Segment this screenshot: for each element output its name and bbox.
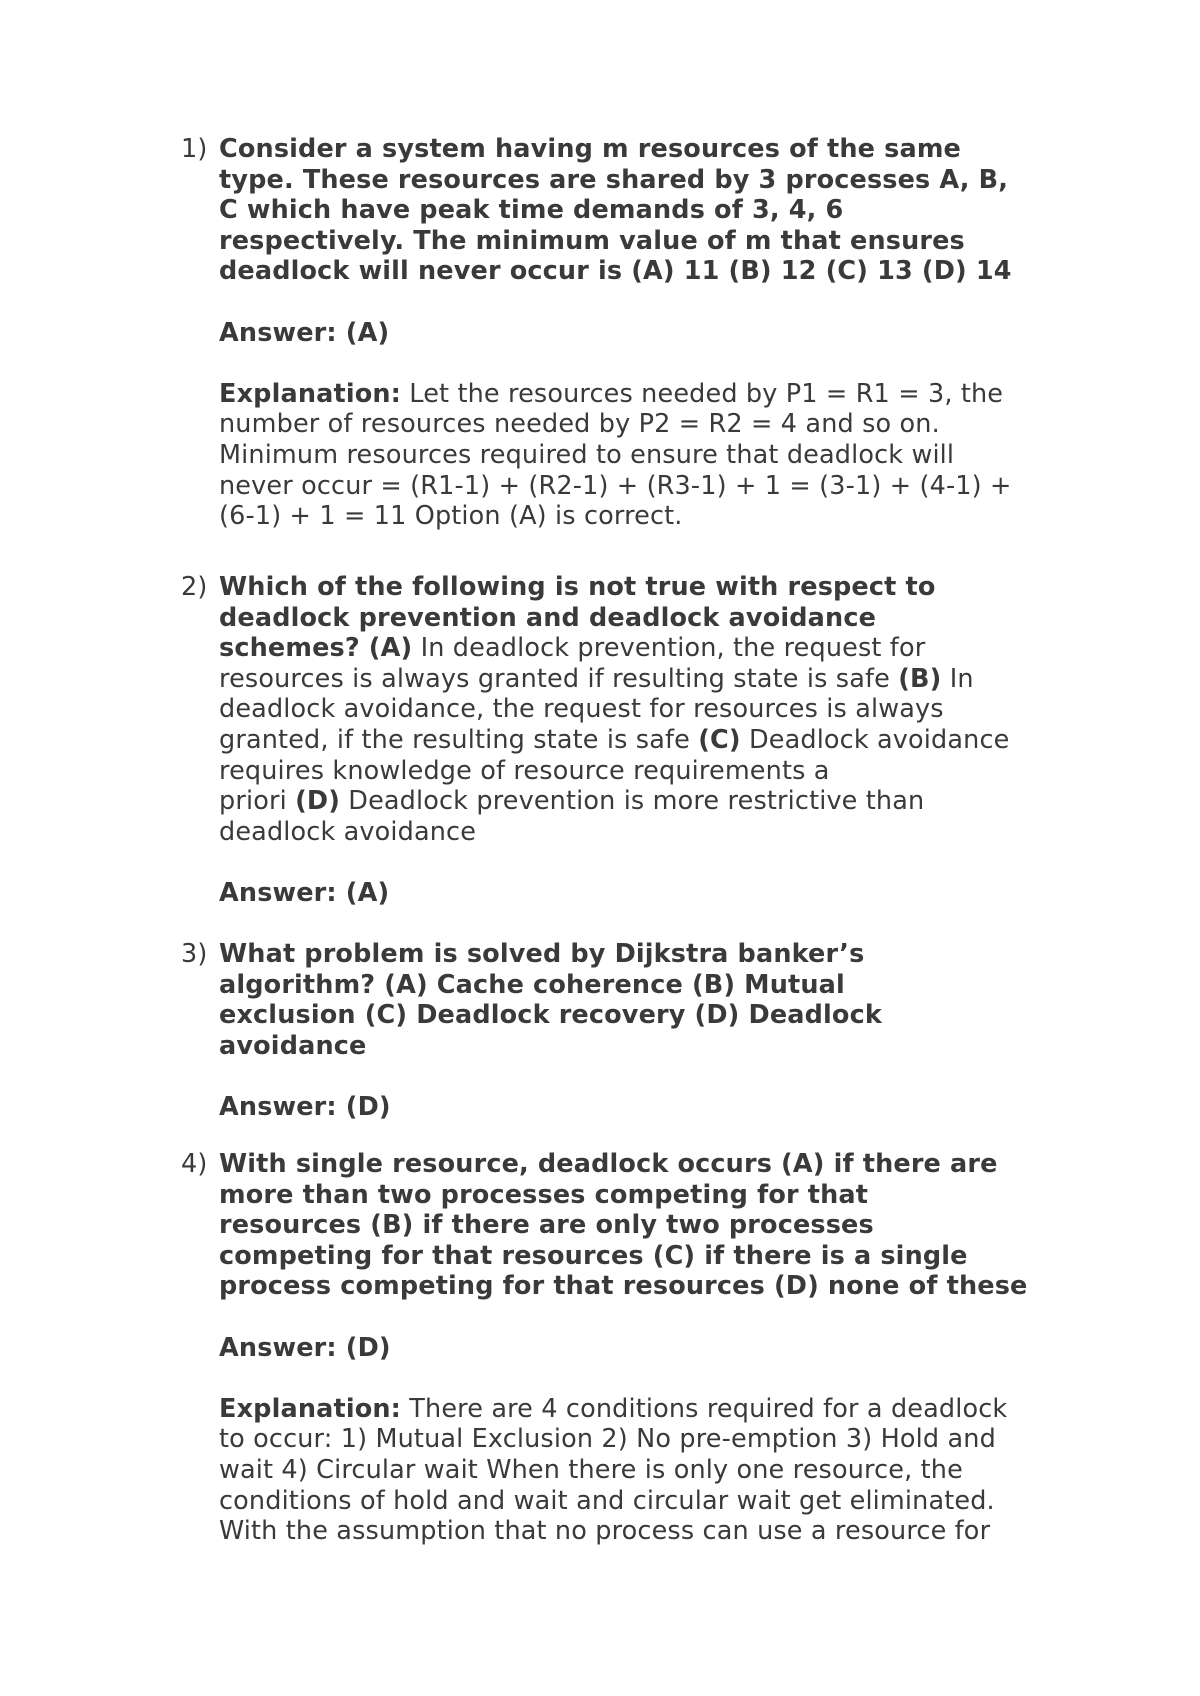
question-text-line: competing for that resources (C) if there is a single <box>219 1240 968 1271</box>
explanation-text: Let the resources needed by P1 = R1 = 3, the <box>401 378 1004 409</box>
explanation-text: There are 4 conditions required for a deadlock <box>401 1393 1008 1424</box>
question-body <box>219 939 1081 1123</box>
question-text: resources is always granted if resulting state is safe <box>219 663 899 694</box>
question-text: In deadlock prevention, the request for <box>412 633 926 664</box>
question-text-line: With single resource, deadlock occurs (A) if there are <box>219 1149 998 1179</box>
question-text-line: C which have peak time demands of 3, 4, 6 <box>219 195 844 226</box>
explanation-text: conditions of hold and wait and circular wait get eliminated. <box>219 1485 995 1516</box>
question-4 <box>181 1149 1081 1547</box>
explanation-text: never occur = (R1-1) + (R2-1) + (R3-1) + 1 = (3-1) + (4-1) + <box>219 470 1012 501</box>
question-text-line: respectively. The minimum value of m that ensures <box>219 225 965 256</box>
answer: Answer: (D) <box>219 1091 391 1122</box>
question-text: priori <box>219 786 296 817</box>
explanation-text: to occur: 1) Mutual Exclusion 2) No pre-emption 3) Hold and <box>219 1424 996 1455</box>
answer: Answer: (D) <box>219 1332 391 1363</box>
question-text-line: deadlock avoidance <box>219 816 477 847</box>
option-label: (B) <box>898 663 942 694</box>
explanation-text: number of resources needed by P2 = R2 = 4 and so on. <box>219 409 940 440</box>
question-number: 2) <box>181 572 208 602</box>
question-text: Deadlock avoidance <box>740 724 1010 755</box>
question-text-line: more than two processes competing for that <box>219 1179 869 1210</box>
question-text: granted, if the resulting state is safe <box>219 724 699 755</box>
explanation-line <box>219 379 1081 410</box>
question-text-line: Which of the following is not true with respect to <box>219 572 936 602</box>
question-1 <box>181 134 1081 532</box>
question-body <box>219 572 1081 909</box>
question-text-line: type. These resources are shared by 3 processes A, B, <box>219 164 1009 195</box>
question-number: 4) <box>181 1149 208 1179</box>
question-text-line: requires knowledge of resource requirements a <box>219 755 830 786</box>
option-label: (C) <box>698 724 741 755</box>
question-body <box>219 1149 1081 1547</box>
question-text-bold: schemes? (A) <box>219 633 413 664</box>
question-text-line <box>219 664 1081 695</box>
question-text: In <box>941 663 974 694</box>
question-number: 3) <box>181 939 208 969</box>
question-text-line: deadlock will never occur is (A) 11 (B) 12 (C) 13 (D) 14 <box>219 256 1012 287</box>
question-text-line: deadlock prevention and deadlock avoidance <box>219 602 877 633</box>
question-text-line <box>219 786 1081 817</box>
question-text: Deadlock prevention is more restrictive than <box>340 786 925 817</box>
explanation-text: (6-1) + 1 = 11 Option (A) is correct. <box>219 501 683 532</box>
question-3 <box>181 939 1081 1123</box>
question-2 <box>181 572 1081 909</box>
option-label: (D) <box>295 786 341 817</box>
question-text-line: process competing for that resources (D) none of these <box>219 1271 1028 1302</box>
answer: Answer: (A) <box>219 877 390 908</box>
question-text-line: resources (B) if there are only two processes <box>219 1210 874 1241</box>
question-text-line: deadlock avoidance, the request for resources is always <box>219 694 944 725</box>
question-text-line <box>219 633 1081 664</box>
explanation-text: Minimum resources required to ensure that deadlock will <box>219 439 955 470</box>
answer: Answer: (A) <box>219 317 390 348</box>
explanation-text: With the assumption that no process can use a resource for <box>219 1516 991 1547</box>
explanation-line <box>219 1394 1081 1425</box>
question-number: 1) <box>181 134 208 164</box>
question-text-line: avoidance <box>219 1030 367 1061</box>
question-text-line: exclusion (C) Deadlock recovery (D) Deadlock <box>219 1000 882 1031</box>
explanation-label: Explanation: <box>219 1393 402 1424</box>
question-text-line: What problem is solved by Dijkstra banker’s <box>219 939 865 969</box>
question-body <box>219 134 1081 532</box>
explanation-text: wait 4) Circular wait When there is only one resource, the <box>219 1454 963 1485</box>
question-text-line: algorithm? (A) Cache coherence (B) Mutual <box>219 969 845 1000</box>
question-text-line <box>219 725 1081 756</box>
explanation-label: Explanation: <box>219 378 402 409</box>
question-text-line: Consider a system having m resources of the same <box>219 134 961 164</box>
